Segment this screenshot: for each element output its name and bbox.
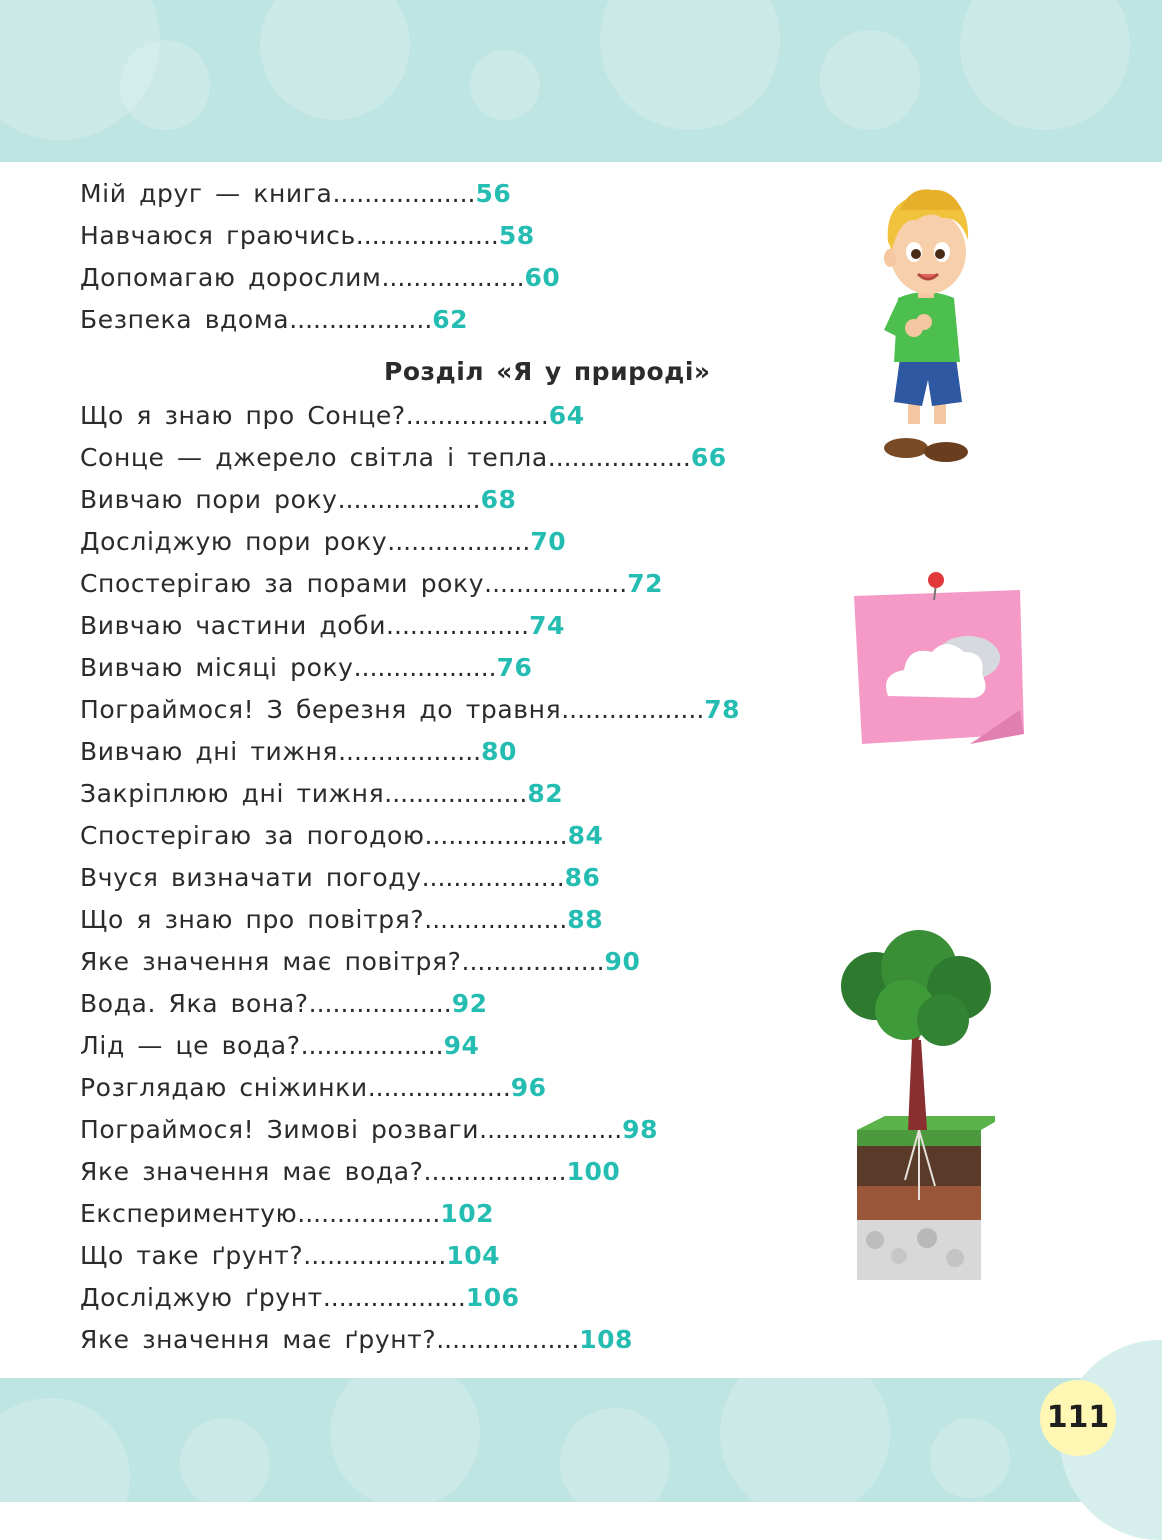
toc-entry	[80, 1277, 840, 1319]
toc-entry-page: 96	[510, 1073, 547, 1102]
toc-entry-title: Яке значення має ґрунт?	[80, 1325, 437, 1354]
toc-entry-page: 56	[475, 179, 512, 208]
pinned-note-cloud-illustration	[850, 570, 1030, 748]
toc-entry-title: Вивчаю дні тижня	[80, 737, 339, 766]
dot-leader: ..................	[300, 1031, 444, 1060]
dot-leader: ..................	[436, 1325, 580, 1354]
dot-leader: ..................	[381, 263, 525, 292]
toc-entry	[80, 689, 840, 731]
toc-entry-title: Допомагаю дорослим	[80, 263, 382, 292]
toc-entry	[80, 1235, 840, 1277]
toc-entry-title: Спостерігаю за погодою	[80, 821, 425, 850]
toc-entry	[80, 731, 840, 773]
toc-entry-page: 68	[480, 485, 517, 514]
toc-entry-page: 100	[566, 1157, 621, 1186]
toc-entry-page: 62	[432, 305, 469, 334]
dot-leader: ..................	[386, 611, 530, 640]
dot-leader: ..................	[547, 443, 691, 472]
toc-entry-page: 70	[530, 527, 567, 556]
dot-leader: ..................	[303, 1241, 447, 1270]
dot-leader: ..................	[479, 1115, 623, 1144]
footer-band	[0, 1378, 1162, 1502]
toc-entry-page: 88	[567, 905, 604, 934]
header-band	[0, 0, 1162, 162]
toc-entry	[80, 857, 840, 899]
toc-entry	[80, 1319, 840, 1361]
toc-entry-page: 94	[443, 1031, 480, 1060]
toc-entry-page: 84	[567, 821, 604, 850]
toc-entry	[80, 1067, 840, 1109]
toc-entry-page: 92	[451, 989, 488, 1018]
toc-entry-title: Яке значення має повітря?	[80, 947, 462, 976]
toc-entry	[80, 299, 840, 341]
dot-leader: ..................	[322, 1283, 466, 1312]
dot-leader: ..................	[484, 569, 628, 598]
dot-leader: ..................	[353, 653, 497, 682]
toc-entry-title: Розглядаю сніжинки	[80, 1073, 368, 1102]
toc-entry-page: 104	[446, 1241, 501, 1270]
toc-entry-page: 86	[564, 863, 601, 892]
toc-entry-title: Що я знаю про Сонце?	[80, 401, 406, 430]
toc-entry-title: Що таке ґрунт?	[80, 1241, 304, 1270]
toc-entry	[80, 773, 840, 815]
toc-list-nature	[80, 395, 840, 1361]
dot-leader: ..................	[367, 1073, 511, 1102]
toc-entry-page: 80	[481, 737, 517, 766]
toc-entry-page: 58	[498, 221, 535, 250]
dot-leader: ..................	[337, 485, 481, 514]
toc-entry-page: 60	[524, 263, 561, 292]
page-number: 111	[1040, 1380, 1116, 1456]
toc-entry	[80, 395, 840, 437]
dot-leader: ..................	[421, 863, 565, 892]
dot-leader: ..................	[308, 989, 452, 1018]
toc-entry	[80, 1109, 840, 1151]
toc-entry	[80, 941, 840, 983]
toc-entry-title: Експериментую	[80, 1199, 298, 1228]
dot-leader: ..................	[424, 821, 568, 850]
dot-leader: ..................	[289, 305, 433, 334]
section-title: Розділ «Я у природі»	[384, 357, 711, 386]
dot-leader: ..................	[405, 401, 549, 430]
toc-entry	[80, 563, 840, 605]
toc-entry-title: Закріплюю дні тижня	[80, 779, 385, 808]
toc-entry-page: 102	[440, 1199, 495, 1228]
dot-leader: ..................	[423, 1157, 567, 1186]
toc-entry-title: Пограймося! Зимові розваги	[80, 1115, 480, 1144]
toc-entry	[80, 257, 840, 299]
toc-entry-title: Мій друг — книга	[80, 179, 333, 208]
dot-leader: ..................	[424, 905, 568, 934]
toc-entry-page: 74	[529, 611, 565, 640]
toc-entry	[80, 521, 840, 563]
toc-entry	[80, 647, 840, 689]
dot-leader: ..................	[332, 179, 476, 208]
toc-entry-title: Вивчаю місяці року	[80, 653, 354, 682]
toc-entry	[80, 1151, 840, 1193]
toc-entry-title: Вода. Яка вона?	[80, 989, 309, 1018]
toc-entry-title: Вчуся визначати погоду	[80, 863, 422, 892]
dot-leader: ..................	[387, 527, 531, 556]
dot-leader: ..................	[338, 737, 482, 766]
toc-entry	[80, 479, 840, 521]
toc-entry-title: Вивчаю частини доби	[80, 611, 387, 640]
toc-entry	[80, 983, 840, 1025]
toc-entry-title: Досліджую пори року	[80, 527, 388, 556]
toc-entry	[80, 899, 840, 941]
boy-illustration	[870, 180, 980, 472]
toc-entry-title: Пограймося! З березня до травня	[80, 695, 562, 724]
toc-entry-page: 76	[496, 653, 533, 682]
toc-entry-title: Навчаюся граючись	[80, 221, 356, 250]
dot-leader: ..................	[355, 221, 499, 250]
table-of-contents	[80, 173, 840, 1361]
toc-entry	[80, 1025, 840, 1067]
toc-entry-title: Спостерігаю за порами року	[80, 569, 485, 598]
toc-entry-title: Досліджую ґрунт	[80, 1283, 323, 1312]
toc-entry-page: 82	[527, 779, 564, 808]
toc-entry	[80, 815, 840, 857]
toc-entry	[80, 215, 840, 257]
toc-entry-page: 98	[622, 1115, 658, 1144]
toc-entry	[80, 605, 840, 647]
toc-entry-page: 106	[465, 1283, 520, 1312]
toc-entry-title: Безпека вдома	[80, 305, 290, 334]
toc-entry	[80, 173, 840, 215]
toc-entry-page: 90	[604, 947, 641, 976]
toc-entry	[80, 437, 840, 479]
toc-entry-page: 64	[548, 401, 585, 430]
toc-entry-page: 108	[579, 1325, 633, 1354]
dot-leader: ..................	[384, 779, 528, 808]
toc-entry-page: 78	[704, 695, 741, 724]
toc-entry-title: Вивчаю пори року	[80, 485, 338, 514]
toc-entry-title: Що я знаю про повітря?	[80, 905, 425, 934]
toc-entry-title: Лід — це вода?	[80, 1031, 301, 1060]
toc-entry-page: 66	[690, 443, 727, 472]
dot-leader: ..................	[561, 695, 705, 724]
dot-leader: ..................	[461, 947, 605, 976]
tree-soil-illustration	[835, 930, 995, 1290]
toc-entry	[80, 1193, 840, 1235]
dot-leader: ..................	[297, 1199, 441, 1228]
toc-entry-title: Яке значення має вода?	[80, 1157, 424, 1186]
toc-list-top	[80, 173, 840, 341]
toc-entry-page: 72	[627, 569, 663, 598]
toc-entry-title: Сонце — джерело світла і тепла	[80, 443, 548, 472]
